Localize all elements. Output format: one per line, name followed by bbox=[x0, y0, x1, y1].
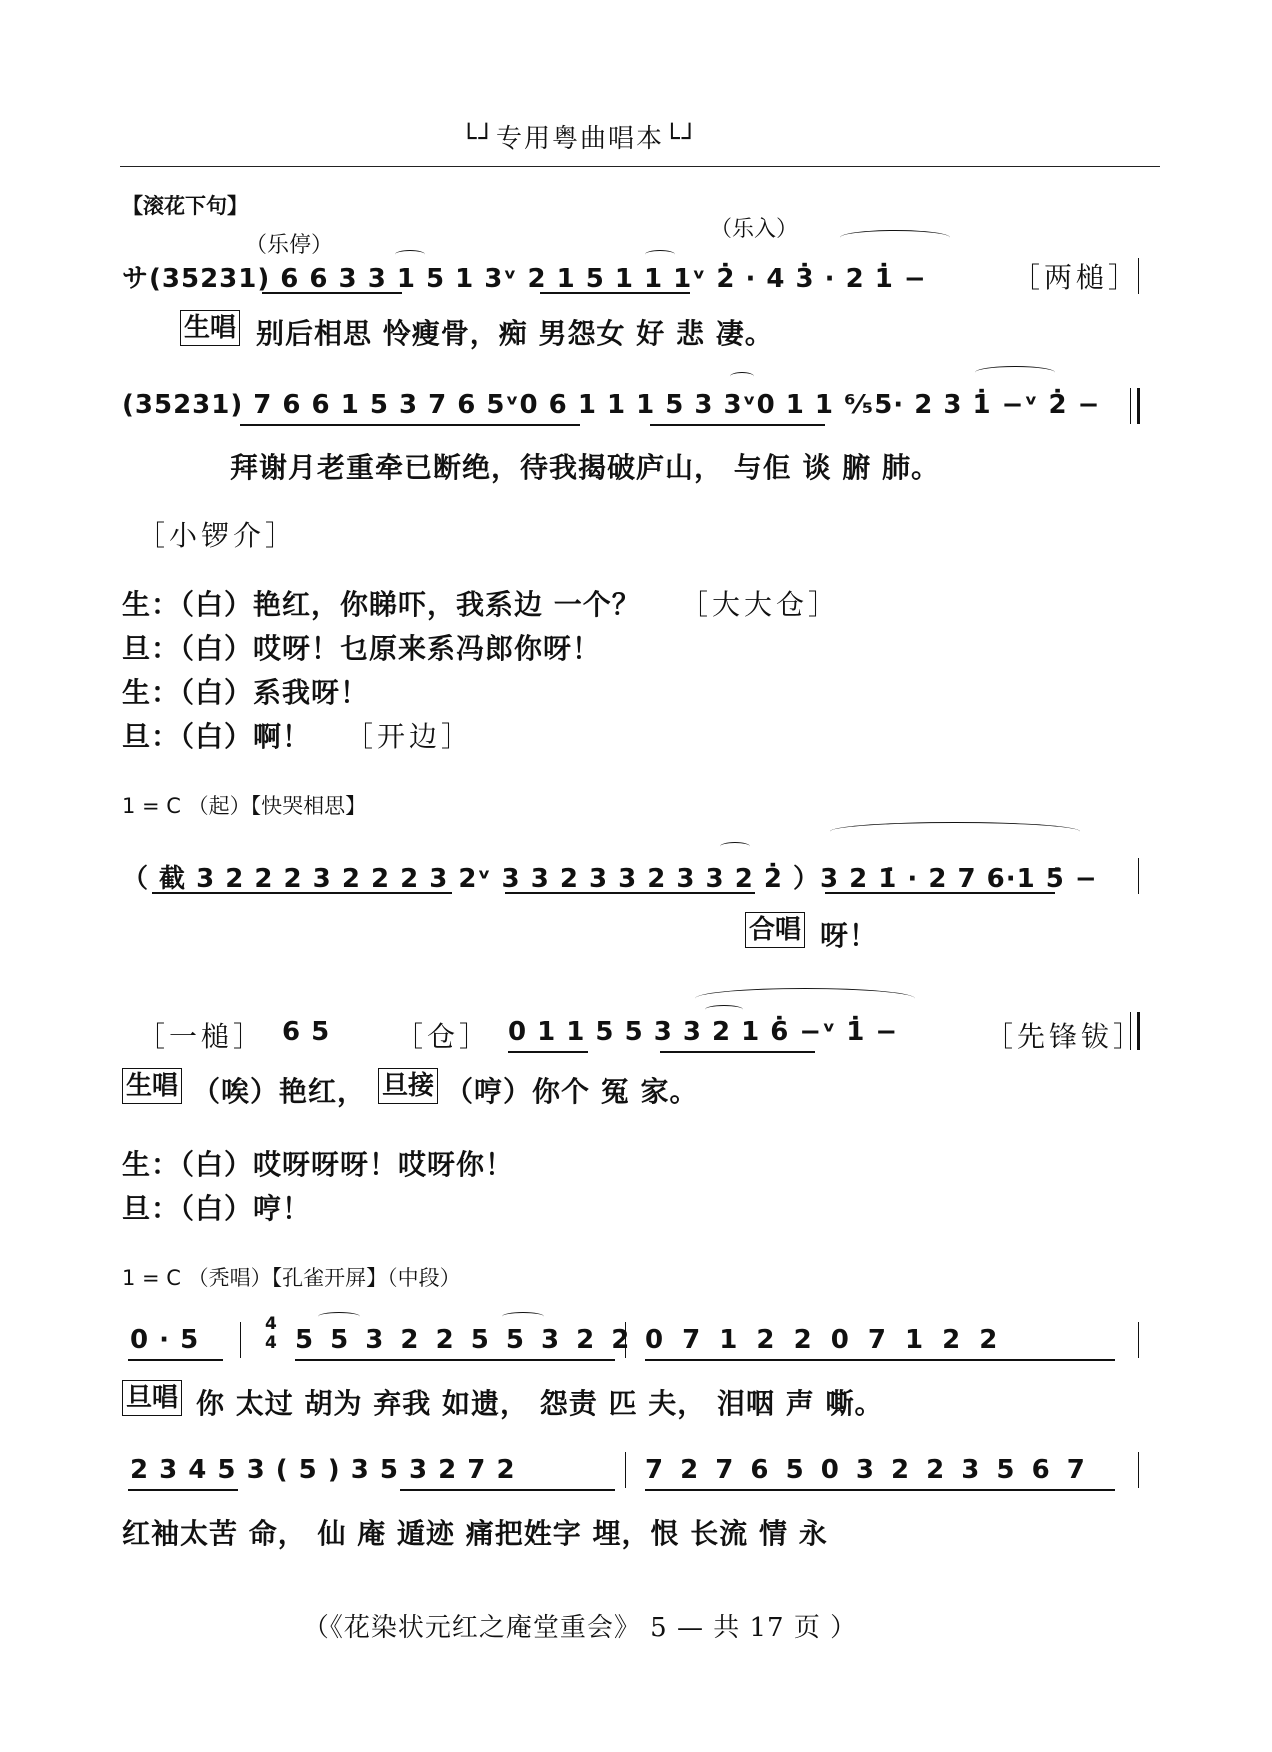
beat-underline bbox=[660, 1051, 815, 1053]
percussion-cue: ［先锋钹］ bbox=[985, 1020, 1146, 1053]
beat-underline bbox=[650, 424, 825, 426]
lyric-line: 呀！ bbox=[820, 919, 879, 952]
barline bbox=[1138, 1322, 1139, 1358]
dialogue-line: 旦：（白）哎呀！乜原来系冯郎你呀！ bbox=[122, 632, 602, 665]
beat-underline bbox=[240, 424, 580, 426]
barline bbox=[625, 1322, 626, 1358]
jianpu-fragment: 0 · 5 bbox=[130, 1325, 200, 1355]
page-header: └┘专用粤曲唱本└┘ bbox=[460, 124, 700, 154]
tempo-marking: 1 = C （起）【快哭相思】 bbox=[122, 794, 367, 818]
slur-mark bbox=[720, 842, 750, 851]
beat-underline bbox=[128, 1489, 238, 1491]
slur-mark bbox=[705, 1005, 743, 1014]
time-signature-bottom: 4 bbox=[265, 1333, 277, 1353]
singer-box bbox=[378, 1068, 438, 1104]
singer-label: 旦接 bbox=[378, 1068, 438, 1104]
lyric-line: （哼）你个 冤 家。 bbox=[445, 1075, 699, 1108]
slur-mark bbox=[502, 1312, 544, 1321]
barline bbox=[1130, 1012, 1131, 1050]
annotation-music-enter: （乐入） bbox=[710, 217, 799, 242]
dialogue-line: 生：（白）哎呀呀呀！哎呀你！ bbox=[122, 1148, 515, 1181]
slur-mark bbox=[840, 230, 950, 245]
beat-underline bbox=[262, 292, 402, 294]
jianpu-line: (35231) 7 6 6 1 5 3 7 6 5ᵛ0 6 1 1 1 5 3 3ᵛ0 1 1 ⁶⁄₅5· 2 3 1̇ −ᵛ 2̇ − bbox=[122, 390, 1101, 420]
barline bbox=[625, 1452, 626, 1488]
jianpu-line: サ(35231) 6 6 3 3 1 5 1 3ᵛ 2 1 5 1 1 1ᵛ 2̇ · 4 3̇ · 2 1̇ − bbox=[122, 264, 927, 294]
page-footer: （《花染状元红之庵堂重会》 5 — 共 17 页 ） bbox=[302, 1613, 858, 1643]
beat-underline bbox=[295, 1359, 615, 1361]
slur-mark bbox=[730, 372, 754, 381]
beat-underline bbox=[505, 892, 755, 894]
final-barline bbox=[1137, 1012, 1140, 1050]
lyric-line: 红袖太苦 命， 仙 庵 遁迹 痛把姓字 埋，恨 长流 情 永 bbox=[122, 1517, 828, 1550]
lyric-line: （唉）艳红， bbox=[192, 1075, 367, 1108]
lyric-line: 别后相思 怜瘦骨，痴 男怨女 好 悲 凄。 bbox=[256, 317, 774, 350]
singer-label: 生唱 bbox=[180, 310, 240, 346]
barline bbox=[1138, 858, 1139, 894]
singer-box bbox=[180, 310, 240, 346]
beat-underline bbox=[540, 292, 690, 294]
beat-underline bbox=[645, 1359, 1115, 1361]
beat-underline bbox=[508, 1051, 588, 1053]
singer-label: 合唱 bbox=[745, 912, 805, 948]
time-signature-top: 4 bbox=[265, 1314, 277, 1334]
singer-box bbox=[122, 1380, 182, 1416]
percussion-cue: ［仓］ bbox=[395, 1020, 492, 1053]
jianpu-line: （ 截 3 2 2 2 3 2 2 2 3 2ᵛ 3 3 2 3 3 2 3 3 2 2̇ ）3 2 1̇ · 2 7 6·1 5̇ − bbox=[122, 864, 1098, 894]
jianpu-line: 0 7 1 2 2 0 7 1 2 2 bbox=[645, 1325, 999, 1355]
singer-box bbox=[745, 912, 805, 948]
final-barline bbox=[1137, 388, 1140, 424]
dialogue-line: 生：（白）系我呀！ bbox=[122, 676, 370, 709]
beat-underline bbox=[645, 1489, 1115, 1491]
singer-label: 生唱 bbox=[122, 1068, 182, 1104]
lyric-line: 拜谢月老重牵已断绝，待我揭破庐山， 与佢 谈 腑 肺。 bbox=[230, 451, 940, 484]
percussion-cue: ［两槌］ bbox=[1012, 261, 1141, 294]
slur-mark bbox=[318, 1312, 360, 1321]
slur-mark bbox=[975, 366, 1055, 379]
jianpu-line: 0 1 1 5 5 3 3 2 1 6̇ −ᵛ 1̇ − bbox=[508, 1017, 899, 1047]
beat-underline bbox=[400, 1489, 615, 1491]
barline bbox=[1130, 388, 1131, 424]
percussion-cue: ［一槌］ bbox=[137, 1020, 266, 1053]
section-title: 【滚花下句】 bbox=[122, 194, 248, 218]
beat-underline bbox=[152, 892, 452, 894]
jianpu-line: 5 5 3 2 2 5 5 3 2 2 bbox=[295, 1325, 631, 1355]
barline bbox=[240, 1322, 241, 1358]
slur-mark bbox=[830, 822, 1080, 841]
jianpu-line: 7 2 7 6 5 0 3 2 2 3 5 6 7 bbox=[645, 1455, 1086, 1485]
percussion-cue: ［大大仓］ bbox=[680, 588, 841, 621]
time-signature bbox=[265, 1315, 277, 1353]
percussion-cue: ［小锣介］ bbox=[137, 519, 298, 552]
jianpu-line: 2 3 4 5 3 ( 5 ) 3 5 3 2 7 2 bbox=[130, 1455, 516, 1485]
beat-underline bbox=[128, 1359, 223, 1361]
annotation-music-stop: （乐停） bbox=[245, 233, 334, 258]
dialogue-line: 生：（白）艳红，你睇吓，我系边 一个？ bbox=[122, 588, 641, 621]
lyric-line: 你 太过 胡为 弃我 如遗， 怨责 匹 夫， 泪咽 声 嘶。 bbox=[196, 1387, 884, 1420]
barline bbox=[1138, 258, 1139, 294]
jianpu-fragment: 6 5 bbox=[282, 1017, 331, 1047]
singer-label: 旦唱 bbox=[122, 1380, 182, 1416]
dialogue-line: 旦：（白）啊！ bbox=[122, 720, 312, 753]
header-rule bbox=[120, 166, 1160, 167]
beat-underline bbox=[825, 892, 1055, 894]
dialogue-line: 旦：（白）哼！ bbox=[122, 1192, 312, 1225]
percussion-cue: ［开边］ bbox=[345, 720, 474, 753]
singer-box bbox=[122, 1068, 182, 1104]
barline bbox=[1138, 1452, 1139, 1488]
tempo-marking: 1 = C （秃唱）【孔雀开屏】（中段） bbox=[122, 1266, 461, 1290]
